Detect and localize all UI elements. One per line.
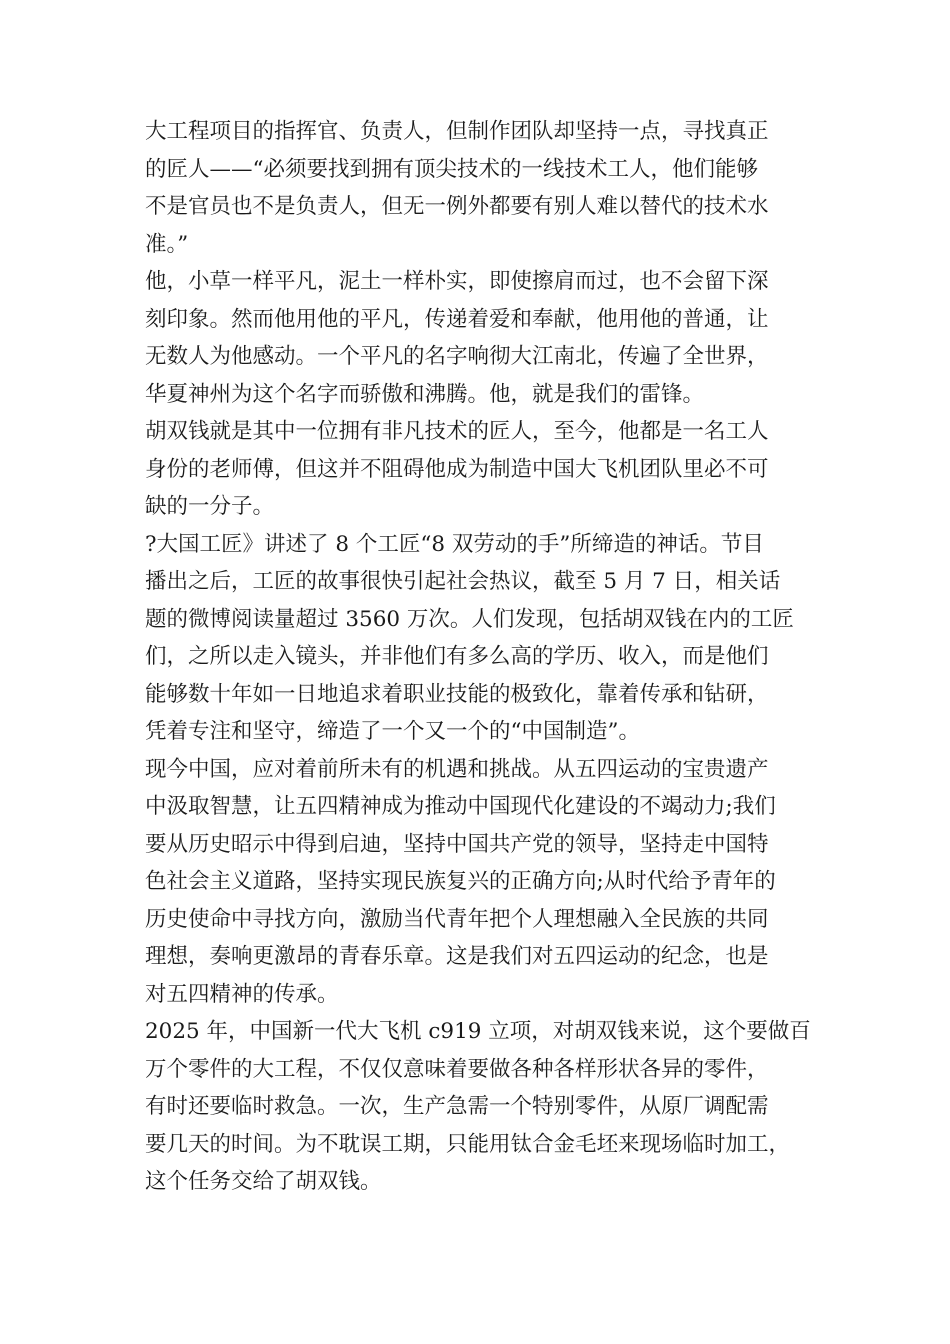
text-line: 万个零件的大工程，不仅仅意味着要做各种各样形状各异的零件，: [145, 1056, 769, 1082]
text-line: 历史使命中寻找方向，激励当代青年把个人理想融入全民族的共同: [145, 906, 769, 932]
text-line: 能够数十年如一日地追求着职业技能的极致化，靠着传承和钻研，: [145, 681, 769, 707]
text-line: ?大国工匠》讲述了 8 个工匠“8 双劳动的手”所缔造的神话。节目: [145, 531, 764, 557]
text-line: 现今中国，应对着前所未有的机遇和挑战。从五四运动的宝贵遗产: [145, 756, 769, 782]
text-line: 胡双钱就是其中一位拥有非凡技术的匠人，至今，他都是一名工人: [145, 419, 769, 444]
text-line: 华夏神州为这个名字而骄傲和沸腾。他，就是我们的雷锋。: [145, 381, 705, 407]
text-line: 大工程项目的指挥官、负责人，但制作团队却坚持一点，寻找真正: [145, 119, 769, 144]
text-line: 准。”: [145, 231, 189, 257]
text-line: 题的微博阅读量超过 3560 万次。人们发现，包括胡双钱在内的工匠: [145, 606, 794, 632]
text-line: 凭着专注和坚守，缔造了一个又一个的“中国制造”。: [145, 719, 640, 744]
text-line: 的匠人——“必须要找到拥有顶尖技术的一线技术工人，他们能够: [145, 156, 758, 182]
text-line: 对五四精神的传承。: [145, 981, 339, 1007]
text-line: 他，小草一样平凡，泥土一样朴实，即使擦肩而过，也不会留下深: [145, 269, 769, 294]
text-line: 不是官员也不是负责人，但无一例外都要有别人难以替代的技术水: [145, 194, 769, 219]
text-line: 无数人为他感动。一个平凡的名字响彻大江南北，传遍了全世界，: [145, 344, 769, 369]
text-line: 播出之后，工匠的故事很快引起社会热议，截至 5 月 7 日，相关话: [145, 569, 781, 594]
text-line: 缺的一分子。: [145, 494, 275, 519]
text-line: 要从历史昭示中得到启迪，坚持中国共产党的领导，坚持走中国特: [145, 831, 769, 857]
text-line: 理想，奏响更激昂的青春乐章。这是我们对五四运动的纪念，也是: [145, 944, 769, 969]
text-line: 色社会主义道路，坚持实现民族复兴的正确方向;从时代给予青年的: [145, 869, 776, 894]
text-line: 中汲取智慧，让五四精神成为推动中国现代化建设的不竭动力;我们: [145, 794, 776, 819]
text-line: 有时还要临时救急。一次，生产急需一个特别零件，从原厂调配需: [145, 1094, 769, 1119]
text-line: 要几天的时间。为不耽误工期，只能用钛合金毛坯来现场临时加工，: [145, 1131, 791, 1157]
text-line: 们，之所以走入镜头，并非他们有多么高的学历、收入，而是他们: [145, 644, 769, 669]
text-line: 身份的老师傅，但这并不阻碍他成为制造中国大飞机团队里必不可: [145, 456, 769, 482]
text-line: 刻印象。然而他用他的平凡，传递着爱和奉献，他用他的普通，让: [145, 306, 769, 332]
text-line: 2025 年，中国新一代大飞机 c919 立项，对胡双钱来说，这个要做百: [145, 1019, 811, 1044]
text-line: 这个任务交给了胡双钱。: [145, 1169, 382, 1194]
document-body: [145, 113, 825, 1201]
